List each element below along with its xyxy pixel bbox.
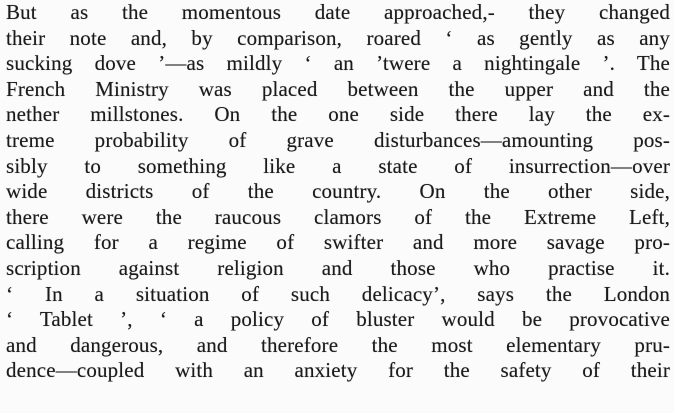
article-line-5: nether millstones. On the one side there lay the ex-: [6, 102, 670, 127]
article-line-6: treme probability of grave disturbances—amounting pos-: [6, 127, 670, 152]
article-line-11: scription against religion and those who practise it.: [6, 255, 670, 280]
article-line-13: ‘ Tablet ’, ‘ a policy of bluster would be provocative: [6, 307, 670, 332]
article-line-1: But as the momentous date approached,- they changed: [6, 0, 670, 24]
article-line-14: and dangerous, and therefore the most elementary pru-: [6, 332, 670, 357]
article-line-10: calling for a regime of swifter and more savage pro-: [6, 230, 670, 255]
article-line-12: ‘ In a situation of such delicacy’, says the London: [6, 281, 670, 306]
article-line-2: their note and, by comparison, roared ‘ as gently as any: [6, 25, 670, 50]
article-line-9: there were the raucous clamors of the Extreme Left,: [6, 204, 670, 229]
article-line-4: French Ministry was placed between the upper and the: [6, 76, 670, 101]
article-line-15: dence—coupled with an anxiety for the safety of their: [6, 358, 670, 383]
article-line-3: sucking dove ’—as mildly ‘ an ’twere a nightingale ’. The: [6, 51, 670, 76]
article-line-8: wide districts of the country. On the other side,: [6, 179, 670, 204]
article-line-7: sibly to something like a state of insurrection—over: [6, 153, 670, 178]
article-text-column: [6, 0, 670, 384]
